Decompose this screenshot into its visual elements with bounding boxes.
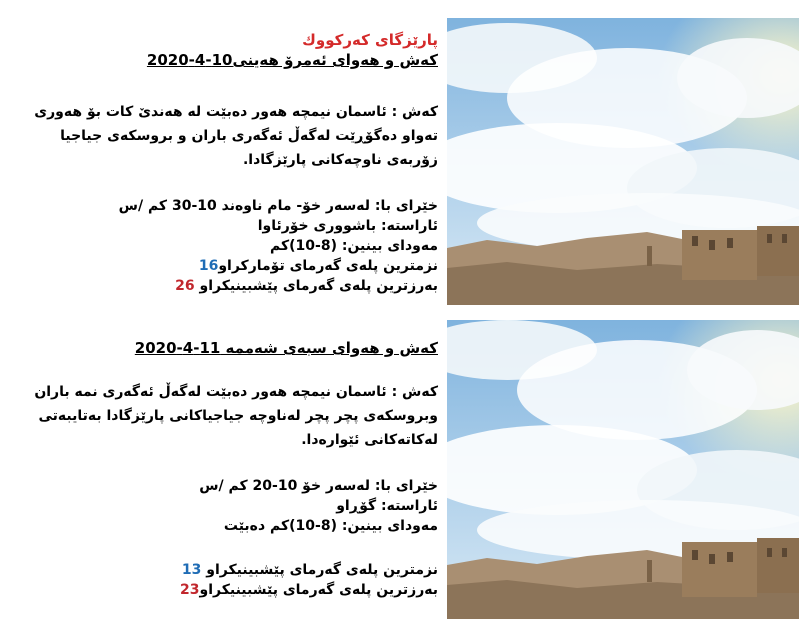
tomorrow-min-temp-label: نزمترین پلەی گەرمای پێشبینیكراو (206, 562, 438, 578)
tomorrow-max-temp-value: 23 (180, 582, 200, 598)
tomorrow-visibility: مەودای بینین: (8-10)كم دەبێت (223, 518, 438, 534)
forecast-panel-tomorrow (0, 320, 799, 619)
forecast-text-today (28, 30, 438, 296)
today-max-temp-value: 26 (175, 278, 195, 294)
today-wind-speed: خێرای با: لەسەر خۆ- مام ناوەند 10-30 كم /س (118, 198, 438, 214)
today-max-temp-label: بەرزترین پلەی گەرمای پێشبینیكراو (199, 278, 438, 294)
tomorrow-max-temp (28, 580, 438, 600)
today-min-temp-label: نزمترین پلەی گەرمای تۆماركراو (218, 258, 438, 274)
today-min-temp (28, 256, 438, 276)
forecast-text-tomorrow (28, 338, 438, 600)
today-weather-text: كەش : ئاسمان نیمچە هەور دەبێت لە هەندێ كات بۆ هەوری تەواو دەگۆڕێت لەگەڵ ئەگەری باران و بروسكەی جیاجیا زۆربەی ناوچەكانی پارێزگادا. (34, 104, 438, 168)
today-min-temp-value: 16 (198, 258, 219, 274)
forecast-panel-today (0, 0, 799, 305)
province-title: پارێزگای كەركووك (302, 31, 438, 49)
today-max-temp (28, 276, 438, 296)
tomorrow-max-temp-label: بەرزترین پلەی گەرمای پێشبینیكراو (199, 582, 438, 598)
kirkuk-citadel-image-tomorrow (447, 320, 799, 619)
tomorrow-min-temp-value: 13 (181, 562, 202, 578)
today-heading: كەش و هەوای ئەمرۆ هەینی10-4-2020 (146, 51, 438, 69)
tomorrow-wind-speed: خێرای با: لەسەر خۆ 10-20 كم /س (199, 478, 438, 494)
kirkuk-citadel-image-today (447, 18, 799, 305)
tomorrow-min-temp (28, 560, 438, 580)
tomorrow-wind-direction: ئاراستە: گۆڕاو (336, 498, 438, 514)
today-wind-direction: ئاراستە: باشووری خۆرئاوا (257, 218, 438, 234)
today-visibility: مەودای بینین: (8-10)كم (270, 238, 438, 254)
tomorrow-weather-text: كەش : ئاسمان نیمچە هەور دەبێت لەگەڵ ئەگەری نمە باران وبروسكەی پچر پچر لەناوچە جیاجیاكانی پارێزگادا بەتایبەتی لەكاتەكانی ئێوارەدا. (34, 384, 438, 448)
tomorrow-heading: كەش و هەوای سبەی شەممە 11-4-2020 (134, 339, 438, 357)
